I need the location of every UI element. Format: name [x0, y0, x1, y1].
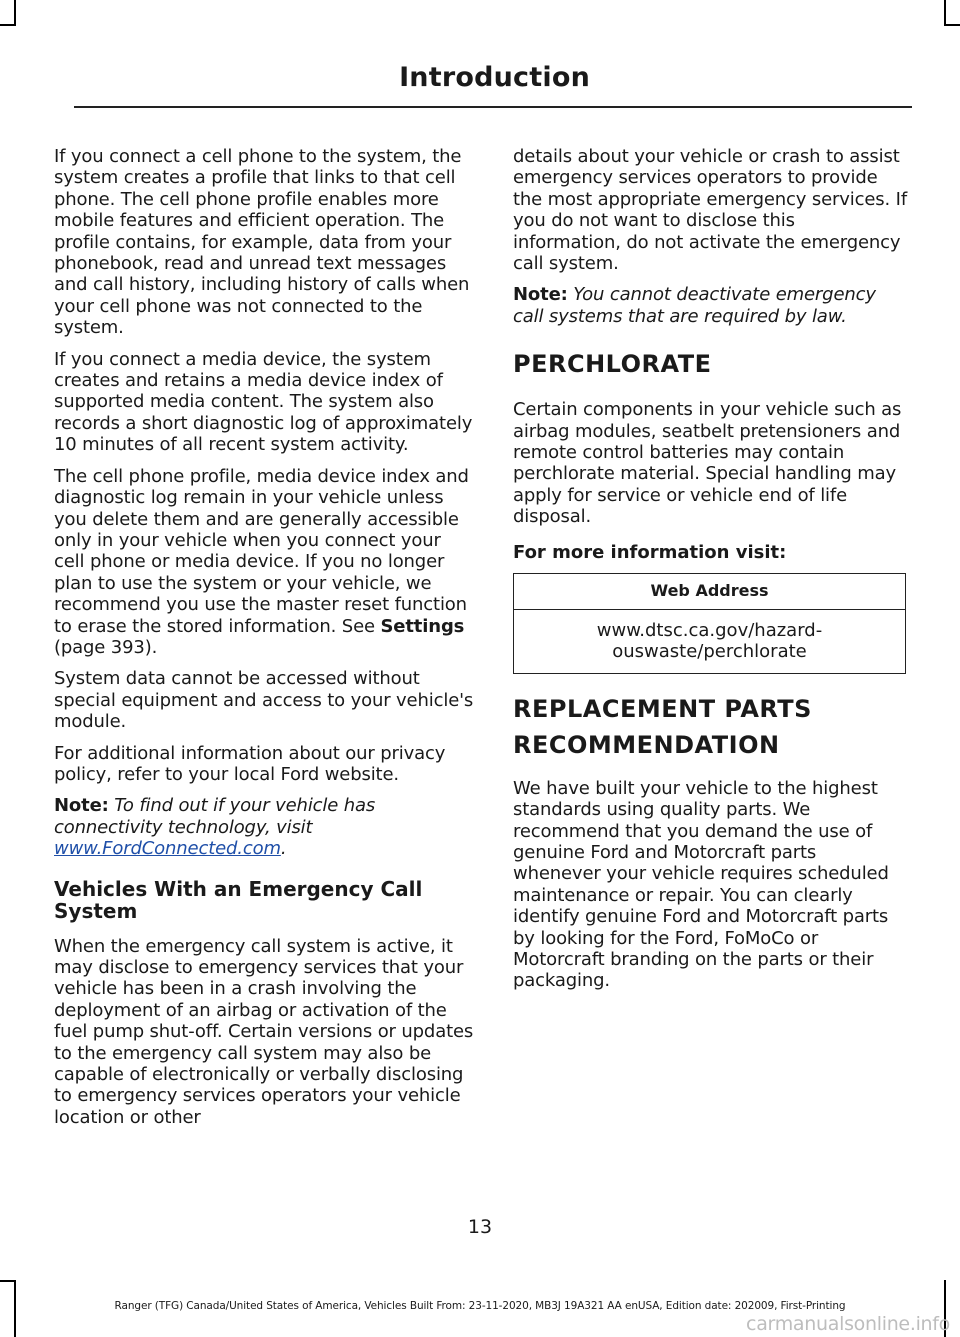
crop-mark-top-left-h [0, 24, 16, 26]
paragraph-media-device: If you connect a media device, the system creates and retains a media device index of supported media content. The system also records a short diagnostic log of approximately 10 minutes of all recent system activity. [54, 348, 473, 456]
right-column [513, 146, 908, 1002]
paragraph-system-data: System data cannot be accessed without special equipment and access to your vehicle's module. [54, 668, 474, 733]
paragraph-privacy-policy: For additional information about our privacy policy, refer to your local Ford website. [54, 742, 446, 785]
settings-reference-link[interactable]: Settings [380, 615, 465, 637]
ford-connected-link[interactable]: www.FordConnected.com [54, 838, 281, 860]
note-label: Note: [54, 795, 109, 817]
paragraph-emergency-details: details about your vehicle or crash to assist emergency services operators to provide the most appropriate emergency services. If you do not want to disclose this information, do not activate the emergency call system. [513, 146, 908, 275]
watermark: carmanualsonline.info [746, 1313, 950, 1335]
note-text: To find out if your vehicle has connectivity technology, visit [54, 795, 376, 838]
paragraph-replacement-parts: We have built your vehicle to the highest standards using quality parts. We recommend that you demand the use of genuine Ford and Motorcraft parts whenever your vehicle requires scheduled maintenance or repair. You can clearly identify genuine Ford and Motorcraft parts by looking for the Ford, FoMoCo or Motorcraft branding on the parts or their packaging. [513, 777, 889, 992]
subheading-emergency-call: Vehicles With an Emergency Call System [54, 876, 423, 923]
note-deactivate [513, 284, 908, 327]
paragraph-data-retention-text: The cell phone profile, media device index and diagnostic log remain in your vehicle unless you delete them and are generally accessible only in your vehicle when you connect your cell phone or media device. If you no longer plan to use the system or your vehicle, we recommend you use the master reset function to erase the stored information. See [54, 465, 469, 637]
crop-mark-top-left-v [14, 0, 16, 26]
crop-mark-top-right-h [944, 24, 960, 26]
crop-mark-top-right-v [944, 0, 946, 26]
note-connectivity [54, 795, 476, 859]
more-information-label: For more information visit: [513, 541, 787, 563]
paragraph-cell-phone-profile: If you connect a cell phone to the system, the system creates a profile that links to that cell phone. The cell phone profile enables more mobile features and efficient operation. The profile contains, for example, data from your phonebook, read and unread text messages and call history, including history of calls when your cell phone was not connected to the system. [54, 146, 470, 339]
paragraph-data-retention [54, 466, 476, 659]
page-reference: (page 393). [54, 636, 158, 658]
section-heading-line1: REPLACEMENT PARTS [513, 694, 812, 723]
paragraph-emergency-call: When the emergency call system is active, it may disclose to emergency services that your vehicle has been in a crash involving the deployment of an airbag or activation of the fuel pump shut-off. Certain versions or updates to the emergency call system may also be capable of electronically or verbally disclosing to emergency services operators your vehicle location or other [54, 935, 474, 1128]
table-cell-url: www.dtsc.ca.gov/hazard-ouswaste/perchlorate [514, 609, 906, 673]
page-title: Introduction [399, 62, 590, 93]
web-address-table [513, 573, 906, 674]
note-label: Note: [513, 284, 568, 306]
note-end: . [280, 838, 287, 860]
footer-edition-info: Ranger (TFG) Canada/United States of America, Vehicles Built From: 23-11-2020, MB3J 19A321 AA enUSA, Edition date: 202009, First-Printing [114, 1300, 846, 1312]
page-number: 13 [467, 1216, 493, 1238]
section-heading-replacement-parts [513, 694, 908, 760]
crop-mark-bottom-left-h [0, 1280, 16, 1282]
paragraph-perchlorate: Certain components in your vehicle such as airbag modules, seatbelt pretensioners and remote control batteries may contain perchlorate material. Special handling may apply for service or vehicle end of life disposal. [513, 399, 902, 528]
note-text: You cannot deactivate emergency call systems that are required by law. [513, 284, 876, 327]
section-heading-perchlorate: PERCHLORATE [513, 350, 712, 379]
left-column [54, 146, 476, 1138]
section-heading-line2: RECOMMENDATION [513, 730, 780, 759]
table-header-web-address: Web Address [514, 573, 906, 609]
header-divider [74, 106, 912, 108]
